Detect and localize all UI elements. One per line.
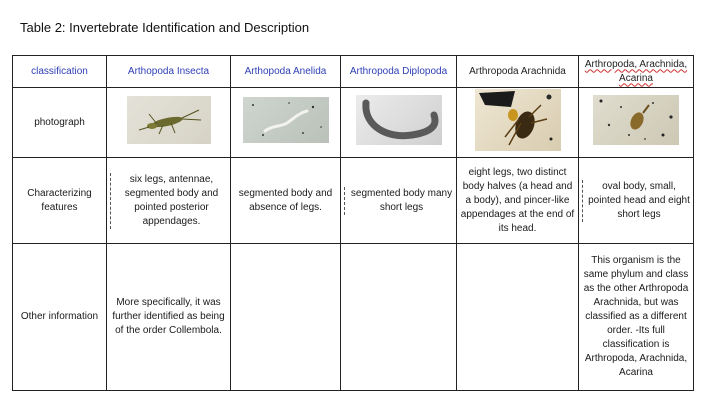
char-text: segmented body many short legs <box>344 187 453 215</box>
char-cell-arachnida <box>457 158 579 244</box>
table-row <box>13 244 694 391</box>
photo-cell <box>231 88 341 158</box>
table-caption: Table 2: Invertebrate Identification and Description <box>20 20 310 35</box>
other-text: This organism is the same phylum and class as the other Arthropoda Arachnida, but was classified as a different order. -Its full classification is Arthropoda, Arachnida, Acarina <box>583 255 689 378</box>
char-text: six legs, antennae, segmented body and pointed posterior appendages. <box>110 173 227 229</box>
char-cell-insecta <box>107 158 231 244</box>
other-text: More specifically, it was further identified as being of the order Collembola. <box>112 297 225 336</box>
header-anelida: Arthopoda Anelida <box>231 56 341 88</box>
char-text: oval body, small, pointed head and eight short legs <box>582 180 690 222</box>
char-cell-acarina <box>579 158 694 244</box>
photo-cell <box>457 88 579 158</box>
char-cell-diplopoda <box>341 158 457 244</box>
photo-cell <box>579 88 694 158</box>
table-row <box>13 88 694 158</box>
other-cell-anelida <box>231 244 341 391</box>
char-cell-anelida <box>231 158 341 244</box>
char-text: eight legs, two distinct body halves (a head and a body), and pincer-like appendages at the end of its head. <box>460 166 575 234</box>
photo-cell <box>341 88 457 158</box>
header-acarina-text: Arthropoda, Arachnida, Acarina <box>584 58 688 84</box>
millipede-photo <box>356 95 442 145</box>
header-acarina <box>579 56 694 88</box>
table-row <box>13 158 694 244</box>
worm-photo <box>243 97 329 143</box>
other-cell-diplopoda <box>341 244 457 391</box>
arachnid-photo <box>475 89 561 151</box>
char-text: segmented body and absence of legs. <box>238 187 333 213</box>
other-cell-insecta <box>107 244 231 391</box>
insect-photo <box>127 96 211 144</box>
table-row <box>13 56 694 88</box>
header-insecta: Arthopoda Insecta <box>107 56 231 88</box>
invertebrate-table <box>12 55 694 391</box>
other-cell-acarina <box>579 244 694 391</box>
header-arachnida: Arthropoda Arachnida <box>457 56 579 88</box>
char-row-label: Characterizing features <box>13 158 107 244</box>
header-diplopoda: Arthropoda Diplopoda <box>341 56 457 88</box>
mite-photo <box>593 95 679 145</box>
other-cell-arachnida <box>457 244 579 391</box>
photo-cell <box>107 88 231 158</box>
other-row-label: Other information <box>13 244 107 391</box>
header-label: classification <box>13 56 107 88</box>
photo-row-label: photograph <box>13 88 107 158</box>
